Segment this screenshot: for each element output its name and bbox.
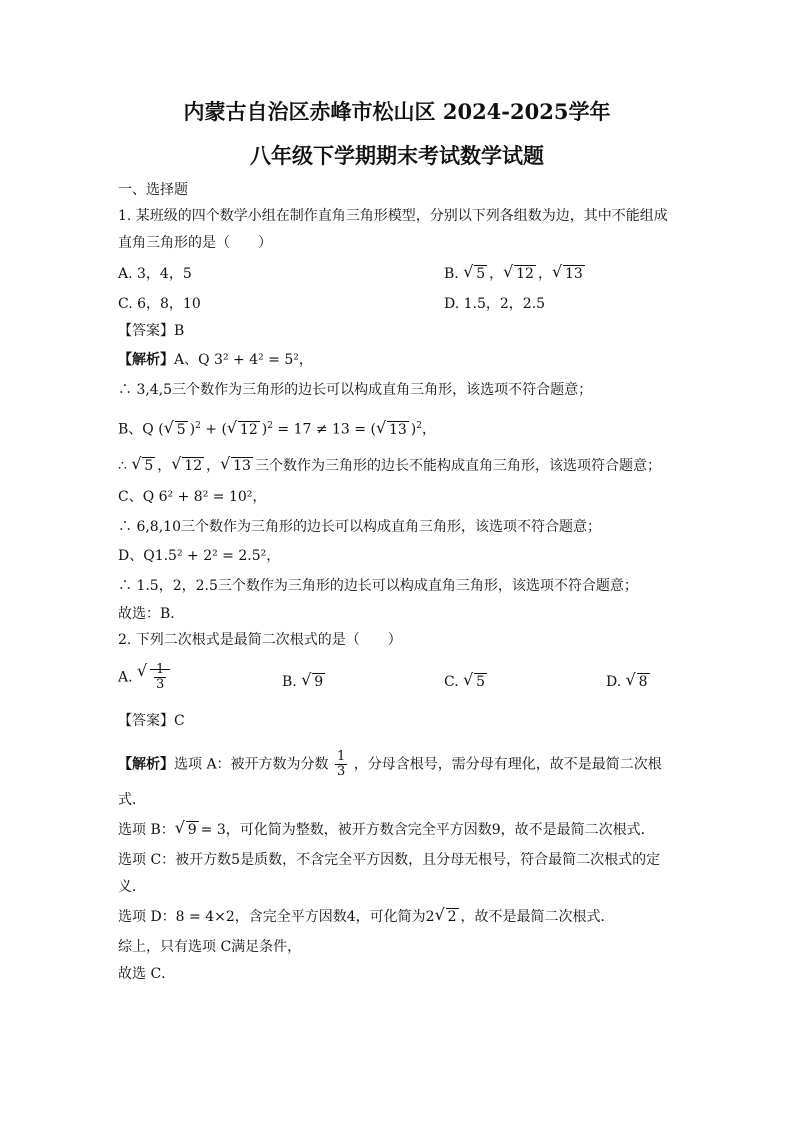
radicand: 5 <box>476 674 486 690</box>
sqrt-symbol <box>505 264 536 284</box>
analysis-text: 选项 A：被开方数为分数 <box>174 756 329 773</box>
analysis-tag: 【解析】 <box>118 352 174 368</box>
q1-analysis-d-conclusion: ∴ 1.5，2，2.5三个数作为三角形的边长可以构成直角三角形，该选项不符合题意； <box>118 578 638 594</box>
q2-answer: 【答案】C <box>118 713 185 729</box>
sqrt-symbol <box>378 420 409 440</box>
sqrt-symbol <box>177 820 199 840</box>
q2-option-c-label: C. <box>444 674 459 690</box>
sqrt-symbol <box>303 672 325 692</box>
radicand: 13 <box>564 266 583 282</box>
q1-option-b-label: B. <box>444 266 459 282</box>
radicand: 5 <box>476 266 486 282</box>
q1-answer: 【答案】B <box>118 323 185 339</box>
numerator: 1 <box>337 749 346 764</box>
q1-option-a: A. 3，4，5 <box>118 266 192 282</box>
q1-analysis-c-conclusion: ∴ 6,8,10三个数作为三角形的边长可以构成直角三角形，该选项不符合题意； <box>118 519 601 535</box>
radicand: 13 <box>233 458 251 474</box>
q2-analysis-a-cont: 式． <box>118 792 146 808</box>
fraction <box>335 750 347 779</box>
q1-stem-line2: 直角三角形的是（ ） <box>118 235 272 251</box>
sqrt-symbol <box>229 420 260 440</box>
sqrt-symbol <box>173 456 204 476</box>
fraction <box>154 663 166 692</box>
radicand: 12 <box>239 421 258 438</box>
analysis-text: B、Q <box>118 421 154 438</box>
q2-option-a <box>118 663 172 692</box>
radicand: 13 <box>388 421 407 438</box>
q2-option-c <box>444 672 489 692</box>
q2-analysis-c: 选项 C：被开方数5是质数，不含完全平方因数，且分母无根号，符合最简二次根式的定 <box>118 852 661 868</box>
analysis-text: 三个数作为三角形的边长不能构成直角三角形，该选项符合题意； <box>254 458 661 474</box>
sqrt-symbol <box>222 456 253 476</box>
page-subtitle: 八年级下学期期末考试数学试题 <box>250 143 544 168</box>
sqrt-symbol <box>554 264 585 284</box>
q1-option-c: C. 6，8，10 <box>118 296 201 312</box>
denominator: 3 <box>156 677 165 692</box>
analysis-text: ∴ <box>118 458 127 474</box>
analysis-text: ，分母含根号，需分母有理化，故不是最简二次根 <box>353 756 662 773</box>
sqrt-symbol <box>437 907 459 927</box>
sqrt-symbol <box>465 672 487 692</box>
q1-stem-line1: 1. 某班级的四个数学小组在制作直角三角形模型，分别以下列各组数为边，其中不能组成 <box>118 208 668 224</box>
q2-choose: 故选 C． <box>118 966 176 982</box>
radicand: 2 <box>447 909 457 925</box>
q2-option-d-label: D. <box>606 674 622 690</box>
q2-analysis-d <box>118 907 615 927</box>
sqrt-symbol <box>166 420 188 440</box>
page-title: 内蒙古自治区赤峰市松山区 2024-2025学年 <box>183 99 611 124</box>
sqrt-symbol <box>465 264 487 284</box>
q1-option-b: B. √ 5 ，√ 12 ，√ 13 <box>444 264 587 284</box>
analysis-text: ，故不是最简二次根式． <box>460 909 615 925</box>
coefficient: 2 <box>425 909 435 925</box>
q2-option-a-label: A. <box>118 669 133 686</box>
q1-analysis-b-conclusion: ∴ √ 5 ，√ 12 ，√ 13 三个数作为三角形的边长不能构成直角三角形，该选项符合题意； <box>118 456 661 476</box>
analysis-text: 选项 D：8 = 4×2，含完全平方因数4，可化简为 <box>118 909 426 925</box>
radicand: 12 <box>516 266 534 282</box>
sqrt-symbol <box>628 672 650 692</box>
radicand: 12 <box>184 458 203 474</box>
q1-choose: 故选：B． <box>118 606 185 622</box>
denominator: 3 <box>337 764 346 779</box>
q2-summary: 综上，只有选项 C满足条件， <box>118 939 302 955</box>
q1-analysis-a <box>118 350 313 370</box>
q1-analysis-a-conclusion: ∴ 3,4,5三个数作为三角形的边长可以构成直角三角形，该选项不符合题意； <box>118 382 593 398</box>
q1-analysis-c: C、Q 6² + 8² = 10²， <box>118 489 267 505</box>
radicand: 8 <box>638 674 648 690</box>
radicand: 5 <box>144 458 154 474</box>
analysis-text: = 17 ≠ 13 = <box>277 421 367 438</box>
q2-option-b-label: B. <box>282 674 297 690</box>
q1-analysis-b: B、Q (√ 5 )$^2$ + (√ 12 )$^2$ = 17 ≠ 13 = (√ 13 )$^2$， <box>118 416 436 440</box>
q1-analysis-d: D、Q1.5² + 2² = 2.5²， <box>118 548 281 564</box>
analysis-text: 选项 B： <box>118 822 175 838</box>
q2-analysis-b <box>118 820 655 840</box>
q2-analysis-c-cont: 义． <box>118 879 146 895</box>
analysis-tag: 【解析】 <box>118 756 174 773</box>
q1-option-d: D. 1.5，2，2.5 <box>444 296 546 312</box>
analysis-text: = 3，可化简为整数，被开方数含完全平方因数9，故不是最简二次根式． <box>200 822 655 838</box>
q2-stem: 2. 下列二次根式是最简二次根式的是（ ） <box>118 632 402 648</box>
radicand: 5 <box>176 421 186 438</box>
radicand: 9 <box>187 822 197 838</box>
q2-option-b <box>282 672 327 692</box>
radicand: 9 <box>314 674 324 690</box>
sqrt-symbol <box>139 663 170 692</box>
q2-option-d <box>606 672 652 692</box>
q2-analysis-a <box>118 750 662 779</box>
section-heading: 一、选择题 <box>118 182 188 198</box>
analysis-text: A、Q 3² + 4² = 5²， <box>174 352 313 368</box>
sqrt-symbol <box>133 456 155 476</box>
numerator: √ 1 <box>156 662 165 677</box>
